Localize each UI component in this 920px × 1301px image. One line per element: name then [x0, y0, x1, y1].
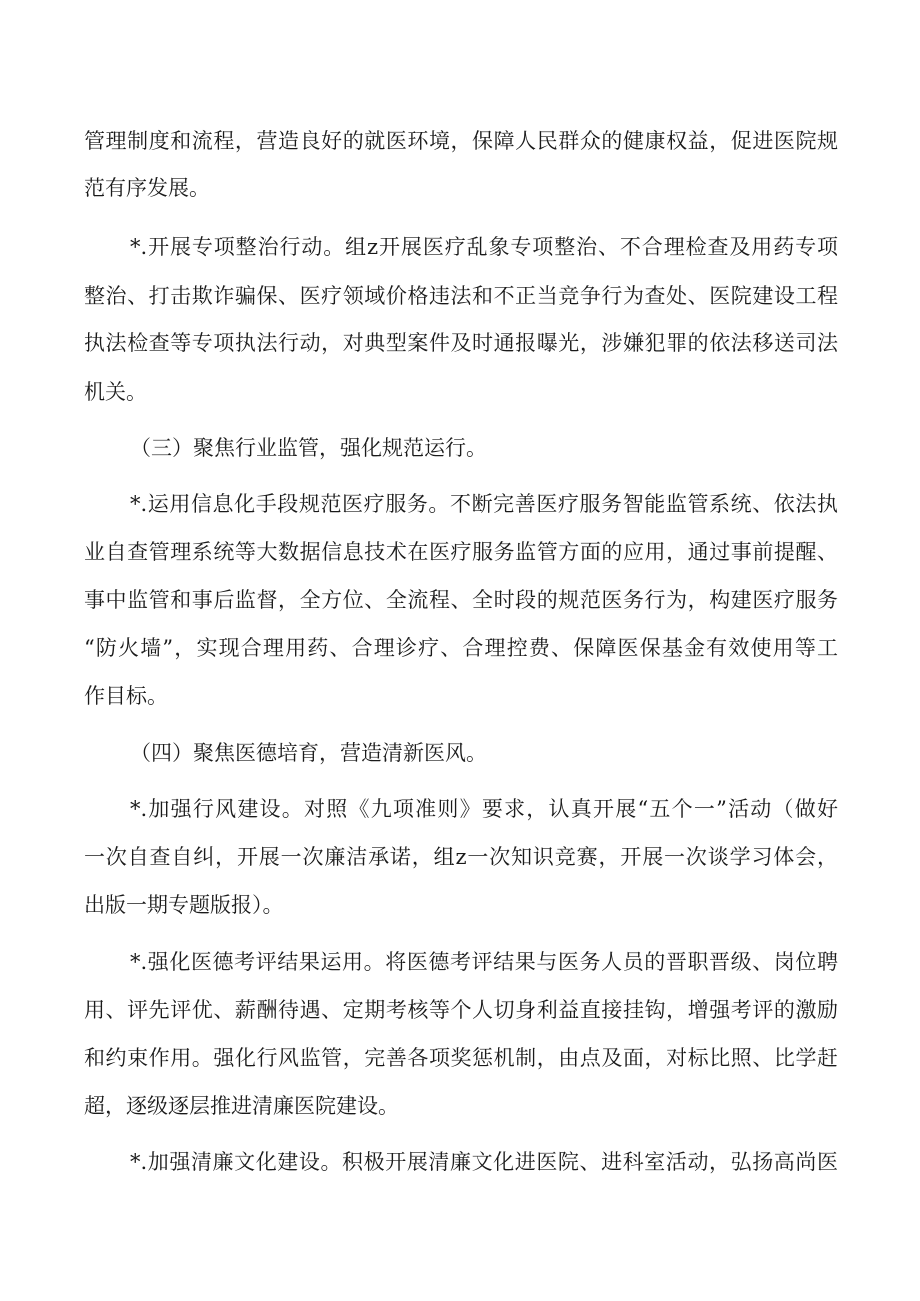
- body-text-line: 出版一期专题版报）。: [84, 893, 284, 917]
- body-text-line: 一次自查自纠，开展一次廉洁承诺，组z一次知识竞赛，开展一次谈学习体会，: [84, 845, 838, 869]
- body-text-line: 整治、打击欺诈骗保、医疗领域价格违法和不正当竞争行为查处、医院建设工程: [84, 284, 838, 308]
- body-text-line: 机关。: [84, 380, 147, 404]
- body-text-line: 作目标。: [84, 684, 168, 708]
- section-heading: （三）聚焦行业监管，强化规范运行。: [130, 436, 487, 460]
- body-text-line: *.运用信息化手段规范医疗服务。不断完善医疗服务智能监管系统、依法执: [130, 492, 838, 516]
- body-text-line: 用、评先评优、薪酬待遇、定期考核等个人切身利益直接挂钩，增强考评的激励: [84, 998, 838, 1022]
- body-text-line: 管理制度和流程，营造良好的就医环境，保障人民群众的健康权益，促进医院规: [84, 129, 838, 153]
- body-text-line: 超，逐级逐层推进清廉医院建设。: [84, 1094, 399, 1118]
- body-text-line: 事中监管和事后监督，全方位、全流程、全时段的规范医务行为，构建医疗服务: [84, 588, 838, 612]
- body-text-line: 范有序发展。: [84, 176, 210, 200]
- body-text-line: 业自查管理系统等大数据信息技术在医疗服务监管方面的应用，通过事前提醒、: [84, 540, 838, 564]
- body-text-line: *.加强清廉文化建设。积极开展清廉文化进医院、进科室活动，弘扬高尚医: [130, 1150, 838, 1174]
- body-text-line: “防火墙”，实现合理用药、合理诊疗、合理控费、保障医保基金有效使用等工: [84, 636, 838, 660]
- body-text-line: *.开展专项整治行动。组z开展医疗乱象专项整治、不合理检查及用药专项: [130, 235, 838, 259]
- body-text-line: 和约束作用。强化行风监管，完善各项奖惩机制，由点及面，对标比照、比学赶: [84, 1046, 838, 1070]
- body-text-line: *.加强行风建设。对照《九项准则》要求，认真开展“五个一”活动（做好: [130, 797, 838, 821]
- section-heading: （四）聚焦医德培育，营造清新医风。: [130, 741, 487, 765]
- body-text-line: *.强化医德考评结果运用。将医德考评结果与医务人员的晋职晋级、岗位聘: [130, 950, 838, 974]
- body-text-line: 执法检查等专项执法行动，对典型案件及时通报曝光，涉嫌犯罪的依法移送司法: [84, 331, 838, 355]
